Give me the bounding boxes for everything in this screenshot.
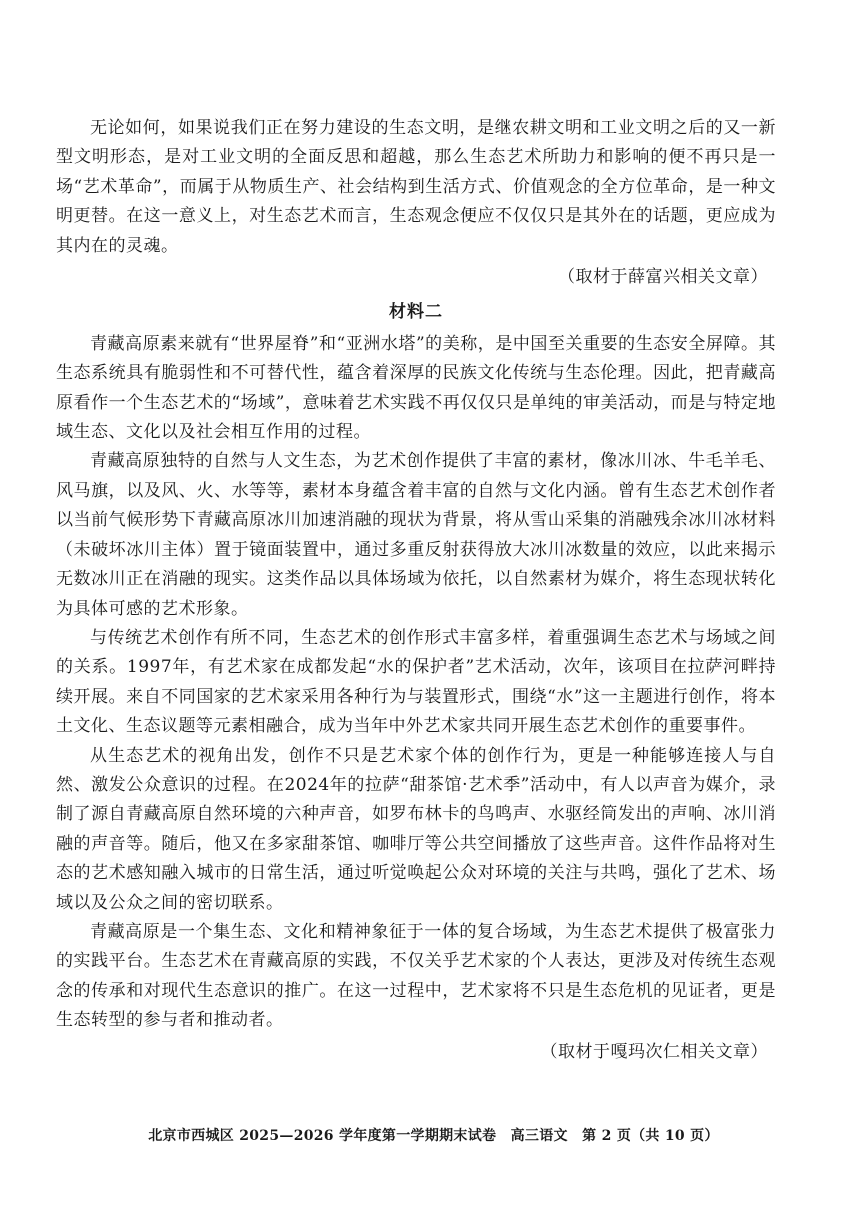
source-citation-2: （取材于嘎玛次仁相关文章） — [540, 1041, 768, 1062]
intro-paragraph: 无论如何，如果说我们正在努力建设的生态文明，是继农耕文明和工业文明之后的又一新型文明形态，是对工业文明的全面反思和超越，那么生态艺术所助力和影响的便不再只是一场“艺术革命”，而属于从物质生产、社会结构到生活方式、价值观念的全方位革命，是一种文明更替。在这一意义上，对生态艺术而言，生态观念便应不仅仅只是其外在的话题，更应成为其内在的灵魂。 — [56, 118, 776, 256]
source-citation-1: （取材于薛富兴相关文章） — [558, 267, 768, 288]
page-footer: 北京市西城区 2025—2026 学年度第一学期期末试卷 高三语文 第 2 页（共 10 页） — [148, 1128, 719, 1144]
paragraph-2: 青藏高原独特的自然与人文生态，为艺术创作提供了丰富的素材，像冰川冰、牛毛羊毛、风马旗，以及风、火、水等等，素材本身蕴含着丰富的自然与文化内涵。曾有生态艺术创作者以当前气候形势下青藏高原冰川加速消融的现状为背景，将从雪山采集的消融残余冰川冰材料（未破坏冰川主体）置于镜面装置中，通过多重反射获得放大冰川冰数量的效应，以此来揭示无数冰川正在消融的现实。这类作品以具体场域为依托，以自然素材为媒介，将生态现状转化为具体可感的艺术形象。 — [56, 451, 776, 619]
section-heading: 材料二 — [389, 302, 443, 323]
paragraph-4: 从生态艺术的视角出发，创作不只是艺术家个体的创作行为，更是一种能够连接人与自然、激发公众意识的过程。在2024年的拉萨“甜茶馆·艺术季”活动中，有人以声音为媒介，录制了源自青藏高原自然环境的六种声音，如罗布林卡的鸟鸣声、水驱经筒发出的声响、冰川消融的声音等。随后，他又在多家甜茶馆、咖啡厅等公共空间播放了这些声音。这件作品将对生态的艺术感知融入城市的日常生活，通过听觉唤起公众对环境的关注与共鸣，强化了艺术、场域以及公众之间的密切联系。 — [56, 745, 776, 913]
paragraph-5: 青藏高原是一个集生态、文化和精神象征于一体的复合场域，为生态艺术提供了极富张力的实践平台。生态艺术在青藏高原的实践，不仅关乎艺术家的个人表达，更涉及对传统生态观念的传承和对现代生态意识的推广。在这一过程中，艺术家将不只是生态危机的见证者，更是生态转型的参与者和推动者。 — [56, 921, 776, 1031]
page-content — [56, 114, 776, 1067]
paragraph-1: 青藏高原素来就有“世界屋脊”和“亚洲水塔”的美称，是中国至关重要的生态安全屏障。其生态系统具有脆弱性和不可替代性，蕴含着深厚的民族文化传统与生态伦理。因此，把青藏高原看作一个生态艺术的“场域”，意味着艺术实践不再仅仅只是单纯的审美活动，而是与特定地域生态、文化以及社会相互作用的过程。 — [56, 333, 776, 443]
paragraph-3: 与传统艺术创作有所不同，生态艺术的创作形式丰富多样，着重强调生态艺术与场域之间的关系。1997年，有艺术家在成都发起“水的保护者”艺术活动，次年，该项目在拉萨河畔持续开展。来自不同国家的艺术家采用各种行为与装置形式，围绕“水”这一主题进行创作，将本土文化、生态议题等元素相融合，成为当年中外艺术家共同开展生态艺术创作的重要事件。 — [56, 627, 776, 737]
